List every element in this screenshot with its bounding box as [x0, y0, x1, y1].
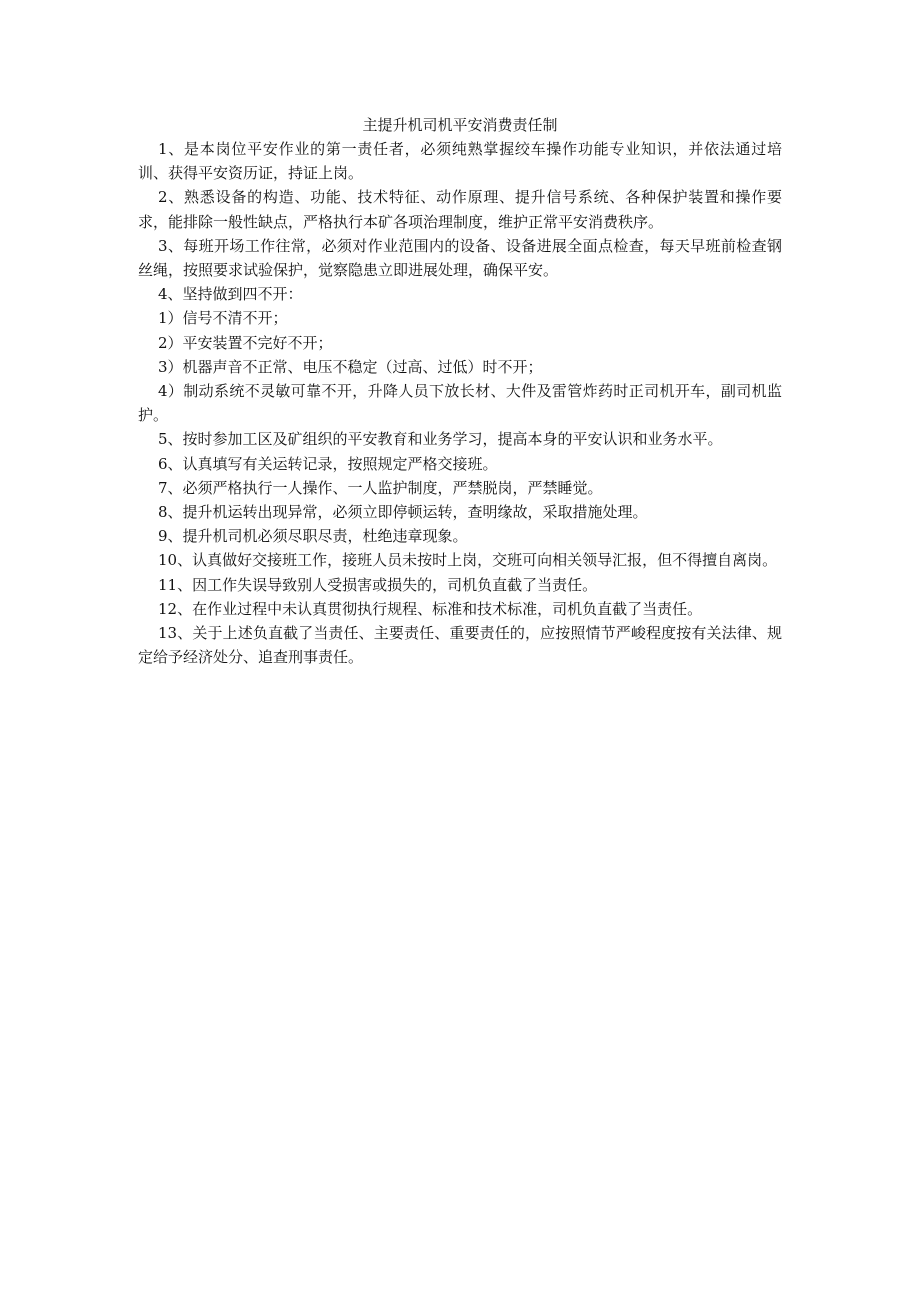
paragraph: 10、认真做好交接班工作，接班人员未按时上岗，交班可向相关领导汇报，但不得擅自离岗。: [158, 551, 778, 570]
paragraph: 1、是本岗位平安作业的第一责任者，必须纯熟掌握绞车操作功能专业知识，并依法通过培训、获得平安资历证，持证上岗。: [138, 140, 782, 183]
paragraph: 8、提升机运转出现异常，必须立即停顿运转，查明缘故，采取措施处理。: [158, 503, 648, 522]
paragraph: 4、坚持做到四不开：: [158, 285, 303, 304]
paragraph: 12、在作业过程中未认真贯彻执行规程、标准和技术标准，司机负直截了当责任。: [158, 599, 703, 618]
document-title: 主提升机司机平安消费责任制: [362, 116, 558, 134]
paragraph: 7、必须严格执行一人操作、一人监护制度，严禁脱岗，严禁睡觉。: [158, 478, 603, 497]
paragraph: 11、因工作失误导致别人受损害或损失的，司机负直截了当责任。: [158, 575, 598, 594]
document-body: [138, 137, 782, 669]
paragraph: 4）制动系统不灵敏可靠不开，升降人员下放长材、大件及雷管炸药时正司机开车，副司机监护。: [138, 382, 782, 425]
paragraph: 6、认真填写有关运转记录，按照规定严格交接班。: [158, 454, 498, 473]
paragraph: 2）平安装置不完好不开；: [158, 333, 333, 352]
paragraph: 3）机器声音不正常、电压不稳定（过高、过低）时不开；: [158, 357, 543, 376]
paragraph: 3、每班开场工作往常，必须对作业范围内的设备、设备进展全面点检查，每天早班前检查钢丝绳，按照要求试验保护，觉察隐患立即进展处理，确保平安。: [138, 236, 782, 280]
paragraph: 1）信号不清不开；: [158, 309, 288, 328]
paragraph: 5、按时参加工区及矿组织的平安教育和业务学习，提高本身的平安认识和业务水平。: [158, 430, 723, 449]
paragraph: 2、熟悉设备的构造、功能、技术特征、动作原理、提升信号系统、各种保护装置和操作要求，能排除一般性缺点，严格执行本矿各项治理制度，维护正常平安消费秩序。: [138, 188, 782, 231]
paragraph: 9、提升机司机必须尽职尽责，杜绝违章现象。: [158, 527, 468, 546]
paragraph: 13、关于上述负直截了当责任、主要责任、重要责任的，应按照情节严峻程度按有关法律、规定给予经济处分、追查刑事责任。: [138, 624, 782, 667]
